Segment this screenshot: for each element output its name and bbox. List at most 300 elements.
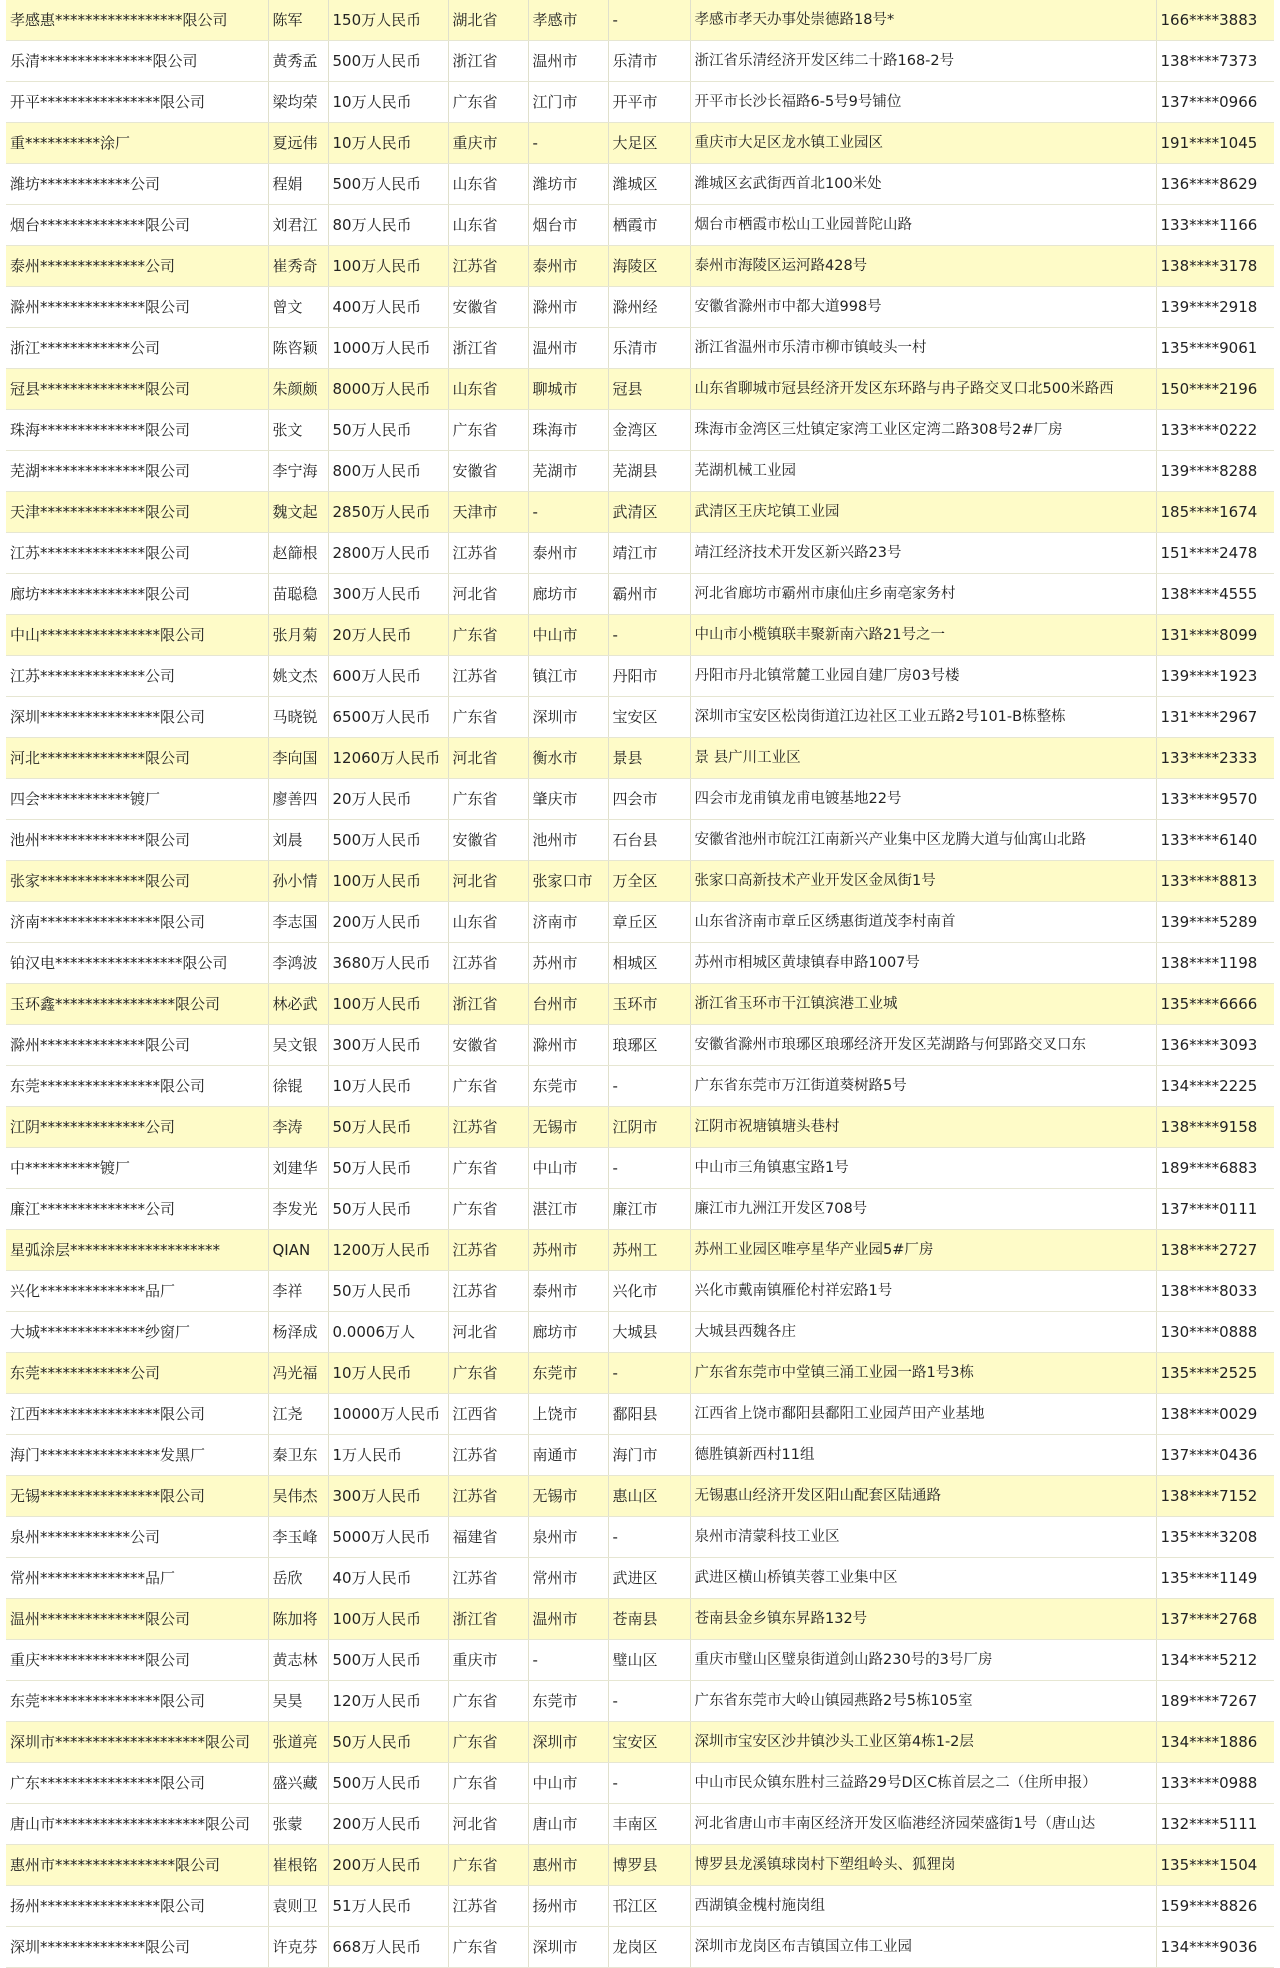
address-cell: 中山市小榄镇联丰聚新南六路21号之一 — [690, 615, 1156, 656]
district-cell: 冠县 — [608, 369, 690, 410]
registered-capital-cell: 10000万人民币 — [328, 1394, 448, 1435]
district-cell: 靖江市 — [608, 533, 690, 574]
table-row — [6, 533, 1274, 574]
city-cell: 深圳市 — [528, 1722, 608, 1763]
address-cell: 广东省东莞市中堂镇三涌工业园一路1号3栋 — [690, 1353, 1156, 1394]
legal-person-cell: 岳欣 — [268, 1558, 328, 1599]
company-name-cell: 芜湖**************限公司 — [6, 451, 268, 492]
district-cell: 潍城区 — [608, 164, 690, 205]
city-cell: 张家口市 — [528, 861, 608, 902]
province-cell: 广东省 — [448, 410, 528, 451]
district-cell: 兴化市 — [608, 1271, 690, 1312]
legal-person-cell: 李祥 — [268, 1271, 328, 1312]
phone-cell: 191****1045 — [1156, 123, 1274, 164]
address-cell: 苍南县金乡镇东昇路132号 — [690, 1599, 1156, 1640]
company-name-cell: 浙江************公司 — [6, 328, 268, 369]
legal-person-cell: 许克芬 — [268, 1927, 328, 1968]
company-name-cell: 中山****************限公司 — [6, 615, 268, 656]
table-row — [6, 1025, 1274, 1066]
registered-capital-cell: 80万人民币 — [328, 205, 448, 246]
phone-cell: 138****1198 — [1156, 943, 1274, 984]
city-cell: 芜湖市 — [528, 451, 608, 492]
registered-capital-cell: 500万人民币 — [328, 164, 448, 205]
legal-person-cell: 李志国 — [268, 902, 328, 943]
city-cell: 唐山市 — [528, 1804, 608, 1845]
company-name-cell: 大城**************纱窗厂 — [6, 1312, 268, 1353]
address-cell: 大城县西魏各庄 — [690, 1312, 1156, 1353]
province-cell: 河北省 — [448, 861, 528, 902]
registered-capital-cell: 1000万人民币 — [328, 328, 448, 369]
district-cell: 万全区 — [608, 861, 690, 902]
company-name-cell: 扬州****************限公司 — [6, 1886, 268, 1927]
province-cell: 浙江省 — [448, 1599, 528, 1640]
company-name-cell: 廉江**************公司 — [6, 1189, 268, 1230]
province-cell: 江西省 — [448, 1394, 528, 1435]
phone-cell: 135****3208 — [1156, 1517, 1274, 1558]
address-cell: 浙江省乐清经济开发区纬二十路168-2号 — [690, 41, 1156, 82]
registered-capital-cell: 50万人民币 — [328, 1189, 448, 1230]
registered-capital-cell: 200万人民币 — [328, 1804, 448, 1845]
legal-person-cell: 梁均荣 — [268, 82, 328, 123]
address-cell: 深圳市宝安区松岗街道江边社区工业五路2号101-B栋整栋 — [690, 697, 1156, 738]
address-cell: 无锡惠山经济开发区阳山配套区陆通路 — [690, 1476, 1156, 1517]
city-cell: 东莞市 — [528, 1353, 608, 1394]
phone-cell: 135****2525 — [1156, 1353, 1274, 1394]
legal-person-cell: 李向国 — [268, 738, 328, 779]
table-row — [6, 574, 1274, 615]
district-cell: 海门市 — [608, 1435, 690, 1476]
table-row — [6, 820, 1274, 861]
district-cell: 宝安区 — [608, 1722, 690, 1763]
district-cell: 乐清市 — [608, 328, 690, 369]
table-row — [6, 1722, 1274, 1763]
address-cell: 四会市龙甫镇龙甫电镀基地22号 — [690, 779, 1156, 820]
phone-cell: 139****2918 — [1156, 287, 1274, 328]
registered-capital-cell: 500万人民币 — [328, 820, 448, 861]
company-name-cell: 深圳市********************限公司 — [6, 1722, 268, 1763]
company-name-cell: 常州**************品厂 — [6, 1558, 268, 1599]
province-cell: 安徽省 — [448, 820, 528, 861]
phone-cell: 138****8033 — [1156, 1271, 1274, 1312]
phone-cell: 134****2225 — [1156, 1066, 1274, 1107]
address-cell: 西湖镇金槐村施岗组 — [690, 1886, 1156, 1927]
address-cell: 河北省唐山市丰南区经济开发区临港经济园荣盛街1号（唐山达 — [690, 1804, 1156, 1845]
table-row — [6, 861, 1274, 902]
district-cell: 博罗县 — [608, 1845, 690, 1886]
address-cell: 苏州市相城区黄埭镇春申路1007号 — [690, 943, 1156, 984]
address-cell: 广东省东莞市大岭山镇园燕路2号5栋105室 — [690, 1681, 1156, 1722]
province-cell: 江苏省 — [448, 1558, 528, 1599]
table-row — [6, 328, 1274, 369]
company-name-cell: 重庆**************限公司 — [6, 1640, 268, 1681]
company-name-cell: 珠海**************限公司 — [6, 410, 268, 451]
city-cell: 常州市 — [528, 1558, 608, 1599]
legal-person-cell: 林必武 — [268, 984, 328, 1025]
registered-capital-cell: 300万人民币 — [328, 1476, 448, 1517]
registered-capital-cell: 1200万人民币 — [328, 1230, 448, 1271]
registered-capital-cell: 3680万人民币 — [328, 943, 448, 984]
city-cell: 潍坊市 — [528, 164, 608, 205]
company-name-cell: 江苏**************公司 — [6, 656, 268, 697]
district-cell: 栖霞市 — [608, 205, 690, 246]
table-row — [6, 41, 1274, 82]
company-name-cell: 海门****************发黑厂 — [6, 1435, 268, 1476]
city-cell: 衡水市 — [528, 738, 608, 779]
address-cell: 丹阳市丹北镇常麓工业园自建厂房03号楼 — [690, 656, 1156, 697]
company-name-cell: 滁州**************限公司 — [6, 287, 268, 328]
legal-person-cell: 孙小情 — [268, 861, 328, 902]
company-name-cell: 唐山市********************限公司 — [6, 1804, 268, 1845]
district-cell: 龙岗区 — [608, 1927, 690, 1968]
district-cell: 玉环市 — [608, 984, 690, 1025]
address-cell: 珠海市金湾区三灶镇定家湾工业区定湾二路308号2#厂房 — [690, 410, 1156, 451]
province-cell: 广东省 — [448, 1189, 528, 1230]
city-cell: 苏州市 — [528, 943, 608, 984]
table-row — [6, 369, 1274, 410]
district-cell: - — [608, 1353, 690, 1394]
company-name-cell: 深圳**************限公司 — [6, 1927, 268, 1968]
legal-person-cell: 吴文银 — [268, 1025, 328, 1066]
table-row — [6, 287, 1274, 328]
registered-capital-cell: 500万人民币 — [328, 41, 448, 82]
table-row — [6, 1558, 1274, 1599]
phone-cell: 159****8826 — [1156, 1886, 1274, 1927]
phone-cell: 137****0111 — [1156, 1189, 1274, 1230]
city-cell: 廊坊市 — [528, 574, 608, 615]
legal-person-cell: QIAN — [268, 1230, 328, 1271]
province-cell: 江苏省 — [448, 943, 528, 984]
province-cell: 浙江省 — [448, 328, 528, 369]
district-cell: 鄱阳县 — [608, 1394, 690, 1435]
phone-cell: 151****2478 — [1156, 533, 1274, 574]
registered-capital-cell: 400万人民币 — [328, 287, 448, 328]
registered-capital-cell: 300万人民币 — [328, 574, 448, 615]
address-cell: 德胜镇新西村11组 — [690, 1435, 1156, 1476]
address-cell: 烟台市栖霞市松山工业园普陀山路 — [690, 205, 1156, 246]
district-cell: 璧山区 — [608, 1640, 690, 1681]
province-cell: 江苏省 — [448, 1886, 528, 1927]
legal-person-cell: 李鸿波 — [268, 943, 328, 984]
phone-cell: 131****2967 — [1156, 697, 1274, 738]
province-cell: 广东省 — [448, 1763, 528, 1804]
phone-cell: 131****8099 — [1156, 615, 1274, 656]
province-cell: 广东省 — [448, 1722, 528, 1763]
province-cell: 河北省 — [448, 738, 528, 779]
table-row — [6, 1271, 1274, 1312]
district-cell: 丹阳市 — [608, 656, 690, 697]
company-name-cell: 泰州**************公司 — [6, 246, 268, 287]
phone-cell: 139****8288 — [1156, 451, 1274, 492]
address-cell: 泉州市清蒙科技工业区 — [690, 1517, 1156, 1558]
company-name-cell: 东莞****************限公司 — [6, 1066, 268, 1107]
phone-cell: 138****7152 — [1156, 1476, 1274, 1517]
phone-cell: 133****9570 — [1156, 779, 1274, 820]
province-cell: 天津市 — [448, 492, 528, 533]
city-cell: - — [528, 123, 608, 164]
city-cell: 无锡市 — [528, 1476, 608, 1517]
table-row — [6, 1189, 1274, 1230]
company-name-cell: 中**********镀厂 — [6, 1148, 268, 1189]
phone-cell: 138****3178 — [1156, 246, 1274, 287]
registered-capital-cell: 12060万人民币 — [328, 738, 448, 779]
legal-person-cell: 吴伟杰 — [268, 1476, 328, 1517]
table-row — [6, 779, 1274, 820]
district-cell: - — [608, 1517, 690, 1558]
district-cell: - — [608, 1763, 690, 1804]
phone-cell: 133****0988 — [1156, 1763, 1274, 1804]
district-cell: - — [608, 1066, 690, 1107]
legal-person-cell: 廖善四 — [268, 779, 328, 820]
table-row — [6, 1763, 1274, 1804]
district-cell: 惠山区 — [608, 1476, 690, 1517]
province-cell: 江苏省 — [448, 533, 528, 574]
city-cell: 温州市 — [528, 41, 608, 82]
city-cell: 滁州市 — [528, 287, 608, 328]
table-row — [6, 902, 1274, 943]
province-cell: 江苏省 — [448, 1476, 528, 1517]
district-cell: 霸州市 — [608, 574, 690, 615]
city-cell: 廊坊市 — [528, 1312, 608, 1353]
table-row — [6, 1599, 1274, 1640]
company-name-cell: 池州**************限公司 — [6, 820, 268, 861]
city-cell: 珠海市 — [528, 410, 608, 451]
phone-cell: 166****3883 — [1156, 0, 1274, 41]
legal-person-cell: 徐锟 — [268, 1066, 328, 1107]
city-cell: 泰州市 — [528, 1271, 608, 1312]
district-cell: 相城区 — [608, 943, 690, 984]
legal-person-cell: 程娟 — [268, 164, 328, 205]
province-cell: 广东省 — [448, 1845, 528, 1886]
district-cell: 武清区 — [608, 492, 690, 533]
company-name-cell: 烟台**************限公司 — [6, 205, 268, 246]
city-cell: 泉州市 — [528, 1517, 608, 1558]
phone-cell: 135****9061 — [1156, 328, 1274, 369]
company-name-cell: 江阴**************公司 — [6, 1107, 268, 1148]
legal-person-cell: 江尧 — [268, 1394, 328, 1435]
city-cell: 东莞市 — [528, 1681, 608, 1722]
province-cell: 山东省 — [448, 164, 528, 205]
phone-cell: 137****0436 — [1156, 1435, 1274, 1476]
legal-person-cell: 赵篩根 — [268, 533, 328, 574]
district-cell: 石台县 — [608, 820, 690, 861]
table-row — [6, 492, 1274, 533]
province-cell: 安徽省 — [448, 287, 528, 328]
address-cell: 安徽省滁州市中都大道998号 — [690, 287, 1156, 328]
phone-cell: 137****0966 — [1156, 82, 1274, 123]
address-cell: 重庆市大足区龙水镇工业园区 — [690, 123, 1156, 164]
table-row — [6, 205, 1274, 246]
district-cell: 大城县 — [608, 1312, 690, 1353]
city-cell: 江门市 — [528, 82, 608, 123]
company-name-cell: 江苏**************限公司 — [6, 533, 268, 574]
table-row — [6, 1230, 1274, 1271]
registered-capital-cell: 50万人民币 — [328, 1722, 448, 1763]
company-name-cell: 四会************镀厂 — [6, 779, 268, 820]
registered-capital-cell: 100万人民币 — [328, 1599, 448, 1640]
registered-capital-cell: 100万人民币 — [328, 861, 448, 902]
legal-person-cell: 袁则卫 — [268, 1886, 328, 1927]
company-name-cell: 无锡****************限公司 — [6, 1476, 268, 1517]
district-cell: 滁州经 — [608, 287, 690, 328]
legal-person-cell: 吴昊 — [268, 1681, 328, 1722]
legal-person-cell: 苗聪稳 — [268, 574, 328, 615]
district-cell: - — [608, 0, 690, 41]
legal-person-cell: 崔秀奇 — [268, 246, 328, 287]
phone-cell: 139****1923 — [1156, 656, 1274, 697]
district-cell: 乐清市 — [608, 41, 690, 82]
registered-capital-cell: 100万人民币 — [328, 246, 448, 287]
registered-capital-cell: 50万人民币 — [328, 1271, 448, 1312]
city-cell: 南通市 — [528, 1435, 608, 1476]
city-cell: 泰州市 — [528, 246, 608, 287]
company-name-cell: 兴化**************品厂 — [6, 1271, 268, 1312]
province-cell: 河北省 — [448, 1804, 528, 1845]
address-cell: 潍城区玄武街西首北100米处 — [690, 164, 1156, 205]
table-row — [6, 1804, 1274, 1845]
table-row — [6, 984, 1274, 1025]
registered-capital-cell: 500万人民币 — [328, 1763, 448, 1804]
table-row — [6, 1353, 1274, 1394]
registered-capital-cell: 5000万人民币 — [328, 1517, 448, 1558]
address-cell: 江阴市祝塘镇塘头巷村 — [690, 1107, 1156, 1148]
address-cell: 博罗县龙溪镇球岗村下塑组岭头、狐狸岗 — [690, 1845, 1156, 1886]
district-cell: 大足区 — [608, 123, 690, 164]
address-cell: 深圳市宝安区沙井镇沙头工业区第4栋1-2层 — [690, 1722, 1156, 1763]
phone-cell: 132****5111 — [1156, 1804, 1274, 1845]
legal-person-cell: 马晓锐 — [268, 697, 328, 738]
address-cell: 深圳市龙岗区布吉镇国立伟工业园 — [690, 1927, 1156, 1968]
address-cell: 靖江经济技术开发区新兴路23号 — [690, 533, 1156, 574]
province-cell: 河北省 — [448, 1312, 528, 1353]
phone-cell: 133****0222 — [1156, 410, 1274, 451]
district-cell: 邗江区 — [608, 1886, 690, 1927]
phone-cell: 138****0029 — [1156, 1394, 1274, 1435]
address-cell: 泰州市海陵区运河路428号 — [690, 246, 1156, 287]
table-row — [6, 1845, 1274, 1886]
province-cell: 重庆市 — [448, 123, 528, 164]
registered-capital-cell: 200万人民币 — [328, 902, 448, 943]
city-cell: 中山市 — [528, 1763, 608, 1804]
province-cell: 安徽省 — [448, 451, 528, 492]
phone-cell: 136****8629 — [1156, 164, 1274, 205]
city-cell: 中山市 — [528, 615, 608, 656]
table-row — [6, 1435, 1274, 1476]
address-cell: 安徽省滁州市琅琊区琅琊经济开发区芜湖路与何郢路交叉口东 — [690, 1025, 1156, 1066]
company-name-cell: 深圳****************限公司 — [6, 697, 268, 738]
address-cell: 芜湖机械工业园 — [690, 451, 1156, 492]
legal-person-cell: 陈加将 — [268, 1599, 328, 1640]
company-name-cell: 星弧涂层******************** — [6, 1230, 268, 1271]
table-row — [6, 164, 1274, 205]
city-cell: 肇庆市 — [528, 779, 608, 820]
province-cell: 江苏省 — [448, 1271, 528, 1312]
legal-person-cell: 李涛 — [268, 1107, 328, 1148]
legal-person-cell: 刘建华 — [268, 1148, 328, 1189]
address-cell: 中山市三角镇惠宝路1号 — [690, 1148, 1156, 1189]
registered-capital-cell: 500万人民币 — [328, 1640, 448, 1681]
city-cell: 镇江市 — [528, 656, 608, 697]
phone-cell: 138****9158 — [1156, 1107, 1274, 1148]
table-row — [6, 1394, 1274, 1435]
district-cell: 江阴市 — [608, 1107, 690, 1148]
phone-cell: 136****3093 — [1156, 1025, 1274, 1066]
table-row — [6, 697, 1274, 738]
city-cell: 滁州市 — [528, 1025, 608, 1066]
address-cell: 浙江省玉环市干江镇滨港工业城 — [690, 984, 1156, 1025]
province-cell: 浙江省 — [448, 41, 528, 82]
company-name-cell: 廊坊**************限公司 — [6, 574, 268, 615]
registered-capital-cell: 2800万人民币 — [328, 533, 448, 574]
registered-capital-cell: 2850万人民币 — [328, 492, 448, 533]
legal-person-cell: 秦卫东 — [268, 1435, 328, 1476]
city-cell: 无锡市 — [528, 1107, 608, 1148]
company-name-cell: 铂汉电*****************限公司 — [6, 943, 268, 984]
registered-capital-cell: 300万人民币 — [328, 1025, 448, 1066]
table-row — [6, 123, 1274, 164]
province-cell: 广东省 — [448, 1353, 528, 1394]
registered-capital-cell: 10万人民币 — [328, 123, 448, 164]
legal-person-cell: 盛兴藏 — [268, 1763, 328, 1804]
legal-person-cell: 夏远伟 — [268, 123, 328, 164]
district-cell: 苍南县 — [608, 1599, 690, 1640]
city-cell: 台州市 — [528, 984, 608, 1025]
company-name-cell: 潍坊************公司 — [6, 164, 268, 205]
company-name-cell: 孝感惠*****************限公司 — [6, 0, 268, 41]
city-cell: 湛江市 — [528, 1189, 608, 1230]
registered-capital-cell: 10万人民币 — [328, 82, 448, 123]
registered-capital-cell: 20万人民币 — [328, 779, 448, 820]
legal-person-cell: 陈军 — [268, 0, 328, 41]
legal-person-cell: 魏文起 — [268, 492, 328, 533]
table-row — [6, 615, 1274, 656]
city-cell: 深圳市 — [528, 1927, 608, 1968]
address-cell: 山东省聊城市冠县经济开发区东环路与冉子路交叉口北500米路西 — [690, 369, 1156, 410]
company-name-cell: 济南****************限公司 — [6, 902, 268, 943]
table-row — [6, 246, 1274, 287]
province-cell: 广东省 — [448, 1927, 528, 1968]
address-cell: 河北省廊坊市霸州市康仙庄乡南亳家务村 — [690, 574, 1156, 615]
province-cell: 江苏省 — [448, 246, 528, 287]
registered-capital-cell: 600万人民币 — [328, 656, 448, 697]
company-name-cell: 滁州**************限公司 — [6, 1025, 268, 1066]
registered-capital-cell: 10万人民币 — [328, 1353, 448, 1394]
company-name-cell: 泉州************公司 — [6, 1517, 268, 1558]
company-name-cell: 河北**************限公司 — [6, 738, 268, 779]
company-name-cell: 江西****************限公司 — [6, 1394, 268, 1435]
legal-person-cell: 曾文 — [268, 287, 328, 328]
city-cell: 东莞市 — [528, 1066, 608, 1107]
phone-cell: 133****1166 — [1156, 205, 1274, 246]
district-cell: - — [608, 1681, 690, 1722]
province-cell: 广东省 — [448, 697, 528, 738]
company-name-cell: 玉环鑫****************限公司 — [6, 984, 268, 1025]
province-cell: 广东省 — [448, 1148, 528, 1189]
city-cell: 孝感市 — [528, 0, 608, 41]
phone-cell: 189****7267 — [1156, 1681, 1274, 1722]
address-cell: 武进区横山桥镇芙蓉工业集中区 — [690, 1558, 1156, 1599]
phone-cell: 138****2727 — [1156, 1230, 1274, 1271]
phone-cell: 133****8813 — [1156, 861, 1274, 902]
district-cell: 廉江市 — [608, 1189, 690, 1230]
city-cell: 苏州市 — [528, 1230, 608, 1271]
company-table — [6, 0, 1274, 1968]
city-cell: 温州市 — [528, 1599, 608, 1640]
address-cell: 重庆市璧山区璧泉街道剑山路230号的3号厂房 — [690, 1640, 1156, 1681]
address-cell: 安徽省池州市皖江江南新兴产业集中区龙腾大道与仙寓山北路 — [690, 820, 1156, 861]
company-name-cell: 温州**************限公司 — [6, 1599, 268, 1640]
table-row — [6, 1148, 1274, 1189]
province-cell: 广东省 — [448, 82, 528, 123]
